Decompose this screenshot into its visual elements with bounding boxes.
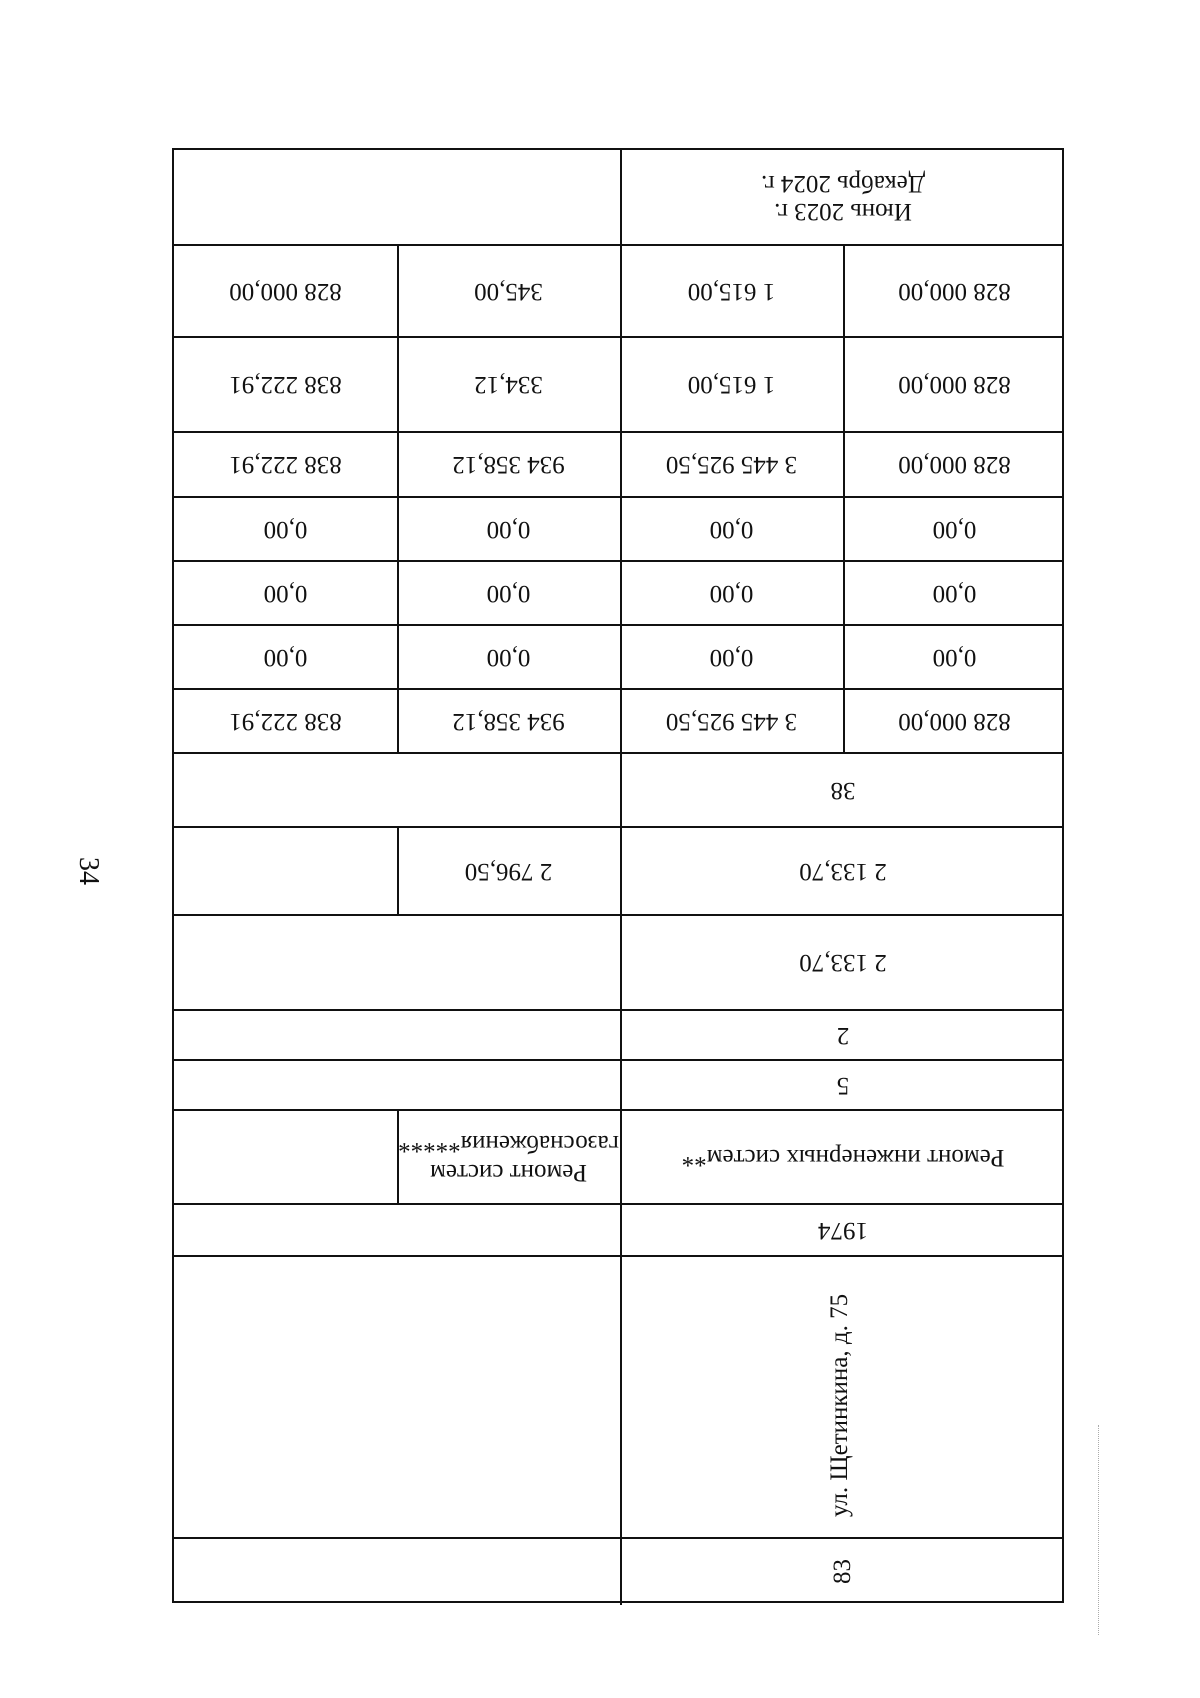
- table-cell: 828 000,00: [898, 708, 1011, 735]
- table-cell: [174, 754, 620, 826]
- table-cell: 2 133,70: [799, 949, 887, 977]
- table-row-number: [174, 1537, 1062, 1605]
- table-cell: 0,00: [709, 580, 754, 607]
- table-cell: 0,00: [932, 516, 977, 543]
- table-cell: 934 358,12: [452, 451, 565, 479]
- table-row: [174, 336, 1062, 431]
- table-cell: Ремонт инженерных систем**: [681, 1144, 1005, 1171]
- table-cell: 3 445 925,50: [665, 451, 798, 479]
- table-cell: 0,00: [709, 644, 754, 671]
- table-cell: 2 796,50: [464, 858, 553, 885]
- table-cell: 38: [830, 777, 856, 804]
- table-row: [174, 826, 1062, 914]
- table-row: [174, 244, 1062, 336]
- table-row: [174, 624, 1062, 688]
- table-cell: Ремонт систем газоснабжения*****: [398, 1130, 619, 1186]
- table-cell: [174, 916, 620, 1009]
- table-cell: 0,00: [486, 516, 531, 543]
- table-cell: 838 222,91: [229, 371, 342, 399]
- table-cell: [174, 1011, 620, 1059]
- table-cell: [174, 1111, 397, 1203]
- table-row: [174, 431, 1062, 496]
- table-cell: 0,00: [263, 644, 308, 671]
- table-cell: 334,12: [474, 371, 543, 399]
- table-cell: 0,00: [263, 580, 308, 607]
- table-cell: 838 222,91: [229, 708, 342, 735]
- table-row: [174, 1109, 1062, 1203]
- table-cell: 1974: [818, 1217, 868, 1244]
- table-cell: 1 615,00: [687, 371, 776, 399]
- table-cell: [174, 1257, 620, 1537]
- table-row: [174, 496, 1062, 560]
- table-cell: 934 358,12: [452, 708, 565, 735]
- table-cell: 828 000,00: [898, 278, 1011, 305]
- table-cell: 828 000,00: [229, 278, 342, 305]
- table-cell: 0,00: [263, 516, 308, 543]
- period-start: Июнь 2023 г.: [774, 198, 912, 225]
- table-cell: 1 615,00: [687, 278, 776, 305]
- table-row: [174, 752, 1062, 826]
- table-cell: 2: [836, 1022, 850, 1049]
- table-cell: 5: [836, 1072, 850, 1099]
- table-cell: 828 000,00: [898, 451, 1011, 479]
- table-cell: 2 133,70: [799, 858, 887, 885]
- address-text: ул. Щетинкина, д. 75: [826, 1293, 853, 1517]
- table-row: [174, 1059, 1062, 1109]
- table-cell: 0,00: [932, 580, 977, 607]
- period-cell: [620, 150, 1066, 244]
- table-row: [174, 1009, 1062, 1059]
- table-cell: 345,00: [474, 278, 543, 305]
- address-cell: [620, 1257, 1066, 1537]
- table-cell: 3 445 925,50: [665, 708, 798, 735]
- table-cell: [174, 1205, 620, 1255]
- table-row: [174, 560, 1062, 624]
- scan-noise: [1098, 1425, 1105, 1635]
- table-cell: [174, 828, 397, 914]
- table-cell: 0,00: [486, 580, 531, 607]
- table-row-period: [174, 150, 1062, 244]
- works-table: [172, 148, 1064, 1603]
- table-cell: 838 222,91: [229, 451, 342, 479]
- table-cell: 828 000,00: [898, 371, 1011, 399]
- table-row-address: [174, 1255, 1062, 1537]
- period-end: Декабрь 2024 г.: [760, 170, 926, 197]
- table-cell: 0,00: [709, 516, 754, 543]
- table-cell: [174, 1539, 620, 1605]
- table-cell: 0,00: [932, 644, 977, 671]
- table-row: [174, 1203, 1062, 1255]
- table-row: [174, 688, 1062, 752]
- table-row: [174, 914, 1062, 1009]
- row-number: 83: [829, 1559, 856, 1585]
- table-cell: 0,00: [486, 644, 531, 671]
- table-cell: [174, 1061, 620, 1109]
- page-number: 34: [73, 857, 104, 885]
